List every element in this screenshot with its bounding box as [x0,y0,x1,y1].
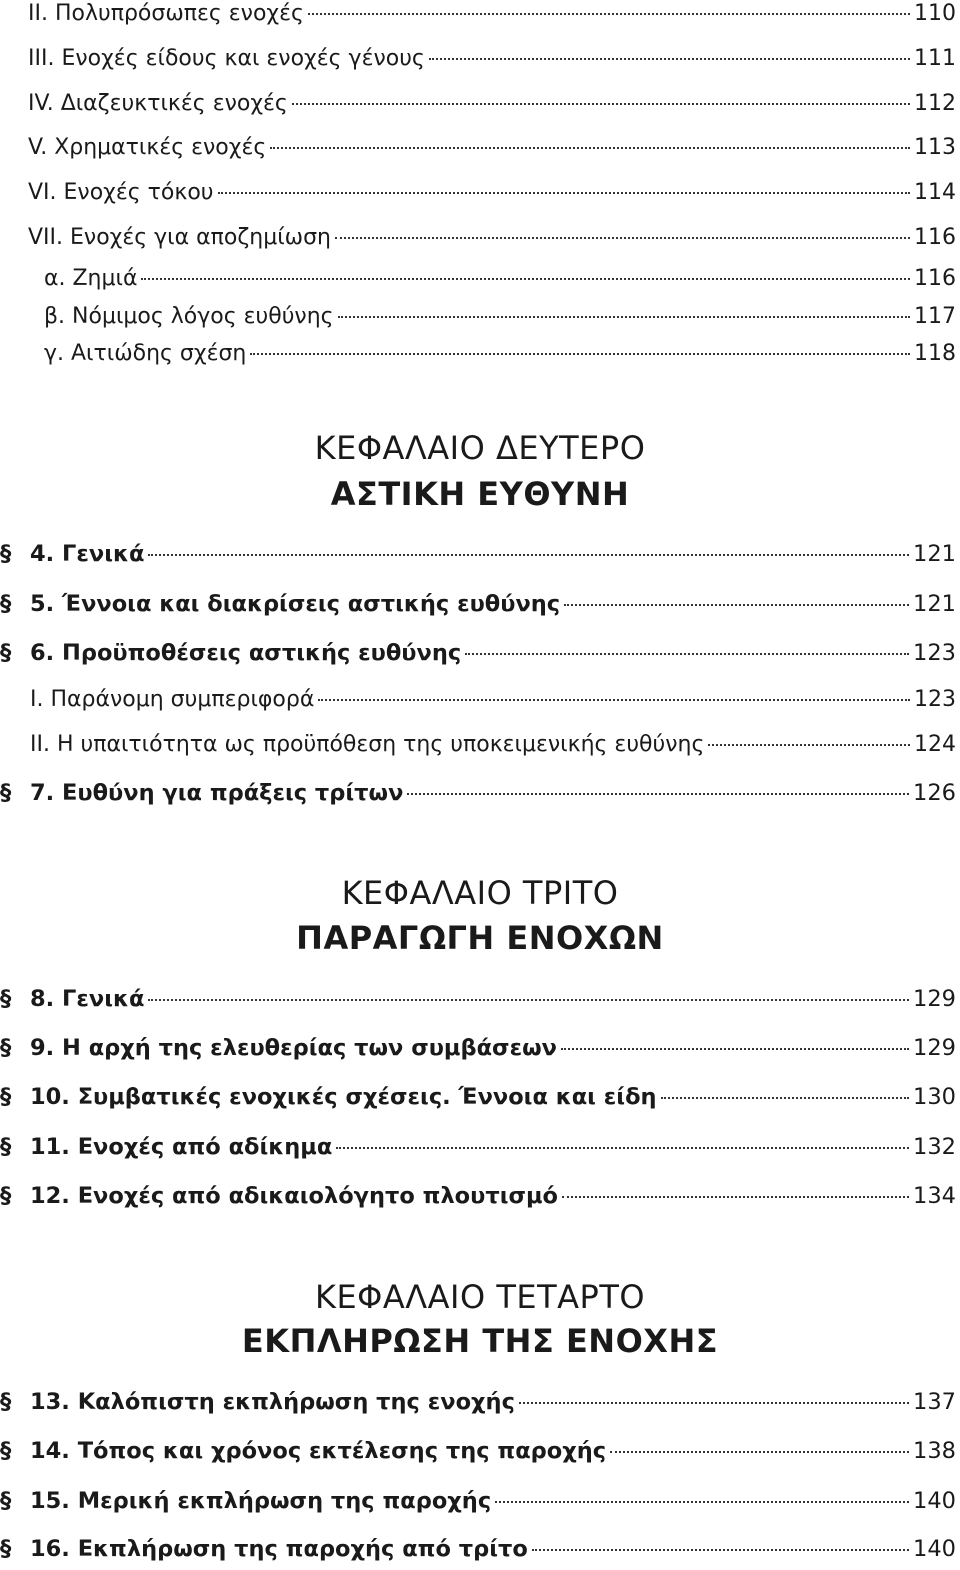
section-sign-icon: § [0,1183,12,1209]
toc-entry-label: 6. Προϋποθέσεις αστικής ευθύνης [30,640,462,666]
toc-entry-label: 12. Ενοχές από αδικαιολόγητο πλουτισμό [30,1183,558,1209]
toc-entry-label: 10. Συμβατικές ενοχικές σχέσεις. Έννοια και είδη [30,1084,657,1110]
toc-entry-label: III. Ενοχές είδους και ενοχές γένους [28,46,425,71]
toc-entry-page: 129 [913,986,956,1012]
toc-entry-page: 117 [914,304,956,329]
dot-leader [292,103,910,105]
dot-leader [318,699,910,701]
dot-leader [429,58,910,60]
dot-leader [465,653,909,655]
toc-section-entry [0,985,956,1013]
toc-entry-label: VI. Ενοχές τόκου [28,180,214,205]
toc-entry-label: V. Χρηματικές ενοχές [28,135,267,160]
toc-entry-label: 13. Καλόπιστη εκπλήρωση της ενοχής [30,1389,515,1415]
toc-subentry [44,303,956,331]
toc-entry-page: 121 [913,591,956,617]
dot-leader [335,237,910,239]
dot-leader [564,604,909,606]
chapter-subtitle: ΑΣΤΙΚΗ ΕΥΘΥΝΗ [330,475,630,513]
section-sign-icon: § [0,1035,12,1061]
toc-entry-label: I. Παράνομη συμπεριφορά [30,687,315,712]
section-sign-icon: § [0,1438,12,1464]
toc-entry-page: 116 [914,266,956,291]
dot-leader [148,999,909,1001]
section-sign-icon: § [0,541,12,567]
dot-leader [270,147,910,149]
section-sign-icon: § [0,1389,12,1415]
toc-entry-page: 138 [913,1438,956,1464]
dot-leader [519,1402,909,1404]
toc-entry-label: 11. Ενοχές από αδίκημα [30,1134,333,1160]
toc-subentry [44,340,956,368]
toc-section-entry [0,1182,956,1210]
toc-entry-page: 137 [913,1389,956,1415]
dot-leader [532,1549,909,1551]
toc-entry-label: 9. Η αρχή της ελευθερίας των συμβάσεων [30,1035,557,1061]
toc-entry-page: 124 [914,732,956,757]
toc-subentry [44,265,956,293]
toc-entry-page: 113 [914,135,956,160]
toc-entry-label: 7. Ευθύνη για πράξεις τρίτων [30,780,404,806]
section-sign-icon: § [0,986,12,1012]
dot-leader [308,13,910,15]
chapter-title: ΚΕΦΑΛΑΙΟ ΤΕΤΑΡΤΟ [314,1278,646,1316]
toc-entry-label: II. Η υπαιτιότητα ως προϋπόθεση της υποκειμενικής ευθύνης [30,732,705,757]
dot-leader [250,353,910,355]
dot-leader [561,1048,909,1050]
toc-entry-page: 130 [913,1084,956,1110]
section-sign-icon: § [0,1488,12,1514]
dot-leader [407,793,909,795]
toc-section-entry [0,1388,956,1416]
toc-entry-label: VII. Ενοχές για αποζημίωση [28,225,331,250]
toc-entry-label: 5. Έννοια και διακρίσεις αστικής ευθύνης [30,591,561,617]
dot-leader [562,1196,909,1198]
toc-entry-page: 121 [913,541,956,567]
toc-entry [28,0,956,28]
toc-section-entry [0,1083,956,1111]
section-sign-icon: § [0,1134,12,1160]
dot-leader [148,554,909,556]
toc-entry-page: 114 [914,180,956,205]
dot-leader [336,1147,909,1149]
dot-leader [610,1451,909,1453]
dot-leader [141,278,910,280]
section-sign-icon: § [0,780,12,806]
toc-entry-label: IV. Διαζευκτικές ενοχές [28,91,288,116]
toc-section-entry [0,540,956,568]
dot-leader [338,316,910,318]
toc-entry [28,224,956,252]
toc-entry-page: 112 [914,91,956,116]
toc-entry-page: 140 [913,1488,956,1514]
toc-entry [28,90,956,118]
chapter-title: ΚΕΦΑΛΑΙΟ ΔΕΥΤΕΡΟ [314,429,646,467]
toc-section-entry [0,1535,956,1563]
section-sign-icon: § [0,1084,12,1110]
toc-entry-label: α. Ζημιά [44,266,138,291]
toc-section-entry [0,639,956,667]
toc-entry [30,686,956,714]
toc-entry-label: γ. Αιτιώδης σχέση [44,341,247,366]
toc-entry [30,731,956,759]
toc-entry-page: 140 [913,1536,956,1562]
chapter-title: ΚΕΦΑΛΑΙΟ ΤΡΙΤΟ [341,874,619,912]
toc-entry-page: 129 [913,1035,956,1061]
section-sign-icon: § [0,640,12,666]
toc-entry [28,134,956,162]
dot-leader [661,1097,909,1099]
toc-entry-page: 111 [914,46,956,71]
chapter-subtitle: ΠΑΡΑΓΩΓΗ ΕΝΟΧΩΝ [296,919,664,957]
toc-entry-page: 118 [914,341,956,366]
toc-entry-label: 16. Εκπλήρωση της παροχής από τρίτο [30,1536,528,1562]
toc-entry-page: 110 [914,1,956,26]
toc-entry-label: 4. Γενικά [30,541,145,567]
toc-entry [28,179,956,207]
toc-section-entry [0,1133,956,1161]
toc-entry-page: 123 [913,640,956,666]
toc-entry-page: 126 [913,780,956,806]
toc-section-entry [0,590,956,618]
toc-entry-label: 15. Μερική εκπλήρωση της παροχής [30,1488,492,1514]
dot-leader [495,1501,909,1503]
toc-entry-label: β. Νόμιμος λόγος ευθύνης [44,304,334,329]
toc-entry-page: 116 [914,225,956,250]
chapter-subtitle: ΕΚΠΛΗΡΩΣΗ ΤΗΣ ΕΝΟΧΗΣ [241,1322,719,1360]
toc-entry-label: 14. Τόπος και χρόνος εκτέλεσης της παροχής [30,1438,607,1464]
section-sign-icon: § [0,1536,12,1562]
toc-section-entry [0,1437,956,1465]
dot-leader [708,744,910,746]
toc-entry-page: 132 [913,1134,956,1160]
toc-entry-label: 8. Γενικά [30,986,145,1012]
toc-section-entry [0,779,956,807]
dot-leader [218,192,910,194]
section-sign-icon: § [0,591,12,617]
toc-section-entry [0,1487,956,1515]
toc-entry-page: 123 [914,687,956,712]
toc-entry-page: 134 [913,1183,956,1209]
toc-entry [28,45,956,73]
toc-entry-label: II. Πολυπρόσωπες ενοχές [28,1,304,26]
toc-section-entry [0,1034,956,1062]
